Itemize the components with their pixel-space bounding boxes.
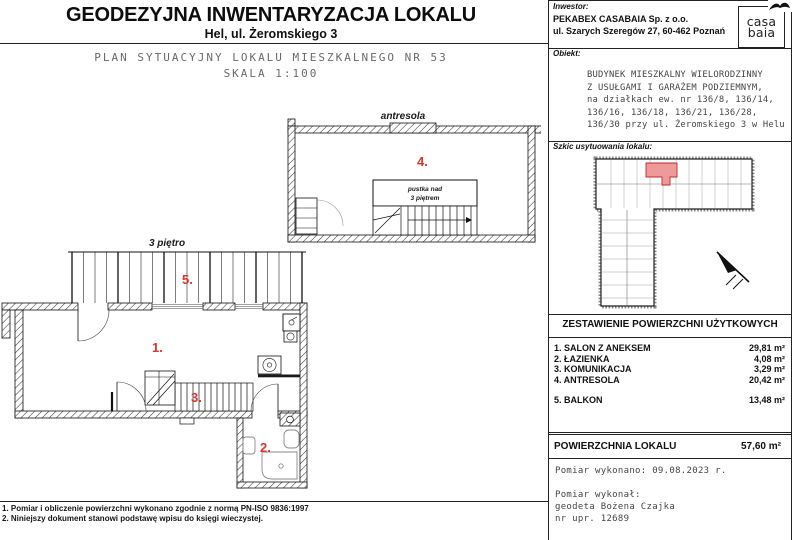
object-line: 136/16, 136/18, 136/21, 136/28, [587,107,758,118]
plan-scale: SKALA 1:100 [223,67,319,80]
footnote-divider [0,501,548,502]
floor-plan-drawing [0,95,541,505]
plan-title: PLAN SYTUACYJNY LOKALU MIESZKALNEGO NR 53 [94,51,448,64]
antresola-window [390,123,436,133]
third-floor-label: 3 piętro [148,238,186,249]
seagull-icon [768,0,792,12]
room-number-komunikacja: 3. [191,390,202,405]
sketch-label: Szkic usytuowania lokalu: [553,142,653,151]
room-number-antresola: 4. [417,154,428,169]
investor-name: PEKABEX CASABAIA Sp. z o.o. [553,14,689,24]
sketch-section [549,141,791,315]
kitchen-fixtures [258,314,300,377]
total-area-section [549,434,791,459]
measured-by-license: nr upr. 12689 [555,514,630,524]
void-label-line1: pustka nad [407,186,443,193]
document-subtitle: Hel, ul. Żeromskiego 3 [204,27,338,41]
third-floor-plan [2,238,307,488]
measurement-section [549,460,791,540]
object-line: na działkach ew. nr 136/8, 136/14, [587,95,774,106]
north-arrow-icon [717,252,749,289]
investor-address: ul. Szarych Szeregów 27, 60-462 Poznań [553,26,726,36]
balcony-door [78,310,109,341]
document-title: GEODEZYJNA INWENTARYZACJA LOKALU [66,4,476,26]
area-row-komunikacja: 3. KOMUNIKACJA 3,29 m² [554,364,785,374]
measurement-date: Pomiar wykonano: 09.08.2023 r. [555,466,727,476]
areas-table [554,343,785,406]
object-line: 136/30 przy ul. Żeromskiego 3 w Helu [587,120,785,131]
building-outline [596,159,752,306]
footnote-1: 1. Pomiar i obliczenie powierzchni wykonano zgodnie z normą PN-ISO 9836:1997 [2,504,309,513]
location-sketch [559,156,781,310]
header-divider [0,43,548,44]
antresola-label: antresola [380,111,426,122]
room-number-balkon: 5. [182,272,193,287]
void-box [373,180,477,206]
room-number-salon: 1. [152,340,163,355]
measured-by-label: Pomiar wykonał: [555,490,641,500]
antresola-shaft [296,198,343,234]
area-row-salon: 1. SALON Z ANEKSEM 29,81 m² [554,343,785,353]
object-description [587,69,785,132]
footnotes [2,504,542,524]
object-line: Z USUŁGAMI I GARAŻEM PODZIEMNYM, [587,82,763,93]
void-label-line2: 3 piętrem [410,195,440,202]
antresola-plan [288,111,541,242]
total-area-value: 57,60 m² [740,441,781,452]
areas-title-underline [549,337,791,338]
antresola-stairs [373,206,477,235]
measured-by-name: geodeta Bożena Czajka [555,502,676,512]
casabaia-logo [738,6,785,48]
investor-section [549,1,791,49]
logo-word-2: baia [747,25,776,40]
area-row-antresola: 4. ANTRESOLA 20,42 m² [554,374,785,385]
logo-word-1: casa [746,14,777,29]
total-area-label: POWIERZCHNIA LOKALU [554,441,677,452]
object-section [549,48,791,142]
area-row-balkon: 5. BALKON 13,48 m² [554,395,785,405]
footnote-2: 2. Niniejszy dokument stanowi podstawę wpisu do księgi wieczystej. [2,514,263,523]
plan-title-block [0,50,542,82]
room-number-lazienka: 2. [260,440,271,455]
object-label: Obiekt: [553,49,581,58]
bathroom [237,413,307,488]
areas-section [549,314,791,433]
title-block-column [548,0,792,540]
object-line: BUDYNEK MIESZKALNY WIELORODZINNY [587,70,763,80]
area-row-lazienka: 2. ŁAZIENKA 4,08 m² [554,353,785,364]
areas-title: ZESTAWIENIE POWIERZCHNI UŻYTKOWYCH [562,319,778,330]
investor-label: Inwestor: [553,2,589,11]
